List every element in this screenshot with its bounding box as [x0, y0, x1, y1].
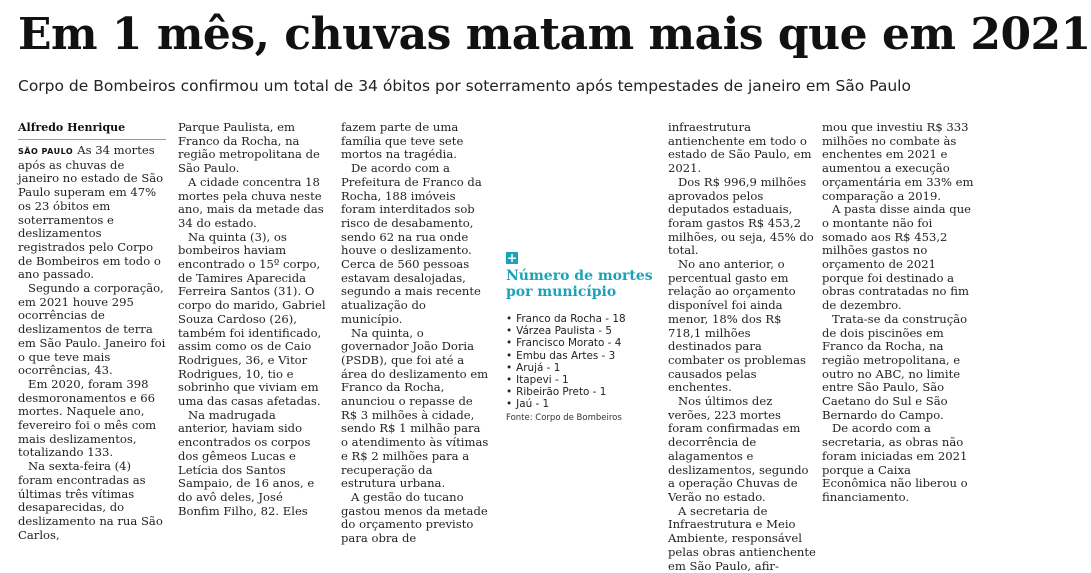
byline: Alfredo Henrique: [18, 121, 166, 140]
article-column-1: [18, 121, 166, 542]
city-death-item: [506, 374, 656, 386]
article-paragraph: Segundo a corporação, em 2021 houve 295 ocorrências de deslizamentos de terra em São Paulo. Janeiro foi o que teve mais ocorrências, 43.: [18, 281, 166, 378]
article-paragraph: Na quinta (3), os bombeiros haviam encontrado o 15º corpo, de Tamires Aparecida Ferreira Santos (31). O corpo do marido, Gabriel Souza Cardoso (26), também foi identificado, assim como os de Caio Rodrigues, 36, e Vitor Rodrigues, 10, tio e sobrinho que viviam em uma das casas afetadas.: [178, 229, 326, 409]
city-death-label: Várzea Paulista - 5: [516, 325, 612, 338]
city-death-label: Ribeirão Preto - 1: [516, 386, 607, 399]
article-paragraph: Parque Paulista, em Franco da Rocha, na região metropolitana de São Paulo.: [178, 120, 320, 176]
article-paragraph: Na sexta-feira (4) foram encontradas as últimas três vítimas desaparecidas, do deslizamento na rua São Carlos,: [18, 459, 163, 542]
article-paragraph: A pasta disse ainda que o montante não foi somado aos R$ 453,2 milhões gastos no orçamento de 2021 porque foi destinado a obras contratadas no fim de dezembro.: [822, 202, 972, 313]
city-death-list: [506, 313, 656, 411]
city-death-label: Embu das Artes - 3: [516, 349, 616, 362]
article-paragraph: Na quinta, o governador João Doria (PSDB), que foi até a área do deslizamento em Franco da Rocha, anunciou o repasse de R$ 3 milhões à cidade, sendo R$ 1 milhão para o atendimento às vítimas e R$ 2 milhões para a recuperação da estrutura urbana.: [341, 325, 489, 491]
article-paragraph: infraestrutura antienchente em todo o estado de São Paulo, em 2021.: [668, 120, 812, 176]
article-paragraph: Nos últimos dez verões, 223 mortes foram confirmadas em decorrência de alagamentos e deslizamentos, segundo a operação Chuvas de Verão no estado.: [668, 394, 809, 504]
city-death-label: Jaú - 1: [516, 398, 550, 411]
article-paragraph: Na madrugada anterior, haviam sido encontrados os corpos dos gêmeos Lucas e Letícia dos Santos Sampaio, de 16 anos, e do avô deles, José Bonfim Filho, 82. Eles: [178, 407, 315, 518]
city-death-item: [506, 313, 656, 325]
plus-icon: +: [506, 251, 518, 265]
article-column-2: [178, 120, 326, 518]
bullet-icon: •: [506, 337, 513, 350]
bullet-icon: •: [506, 349, 513, 362]
article-paragraph: SÃO PAULO As 34 mortes após as chuvas de janeiro no estado de São Paulo superam em 47% os 23 óbitos em soterramentos e deslizamentos registrados pelo Corpo de Bombeiros em todo o ano passado.: [18, 143, 164, 282]
article-paragraph: fazem parte de uma família que teve sete mortos na tragédia.: [341, 120, 464, 162]
bullet-icon: •: [506, 325, 513, 338]
article-paragraph: Dos R$ 996,9 milhões aprovados pelos deputados estaduais, foram gastos R$ 453,2 milhões, ou seja, 45% do total.: [668, 174, 814, 258]
article-paragraph: A secretaria de Infraestrutura e Meio Ambiente, responsável pelas obras antienchente em São Paulo, afir-: [668, 503, 816, 573]
deaths-by-city-box: [506, 252, 656, 438]
sidebar-title: Número de mortes por município: [506, 268, 653, 300]
article-column-3: [341, 120, 489, 546]
dateline: SÃO PAULO: [18, 147, 74, 156]
article-paragraph: Em 2020, foram 398 desmoronamentos e 66 mortes. Naquele ano, fevereiro foi o mês com mais deslizamentos, totalizando 133.: [18, 376, 157, 460]
article-paragraph: De acordo com a secretaria, as obras não foram iniciadas em 2021 porque a Caixa Econômica não liberou o financiamento.: [822, 421, 968, 504]
article-paragraph: A cidade concentra 18 mortes pela chuva neste ano, mais da metade das 34 do estado.: [178, 174, 324, 230]
city-death-label: Itapevi - 1: [516, 374, 569, 387]
source-note: Fonte: Corpo de Bombeiros: [506, 412, 622, 423]
city-death-item: [506, 325, 656, 337]
bullet-icon: •: [506, 386, 513, 399]
city-death-item: [506, 398, 656, 410]
city-death-item: [506, 386, 656, 398]
city-death-label: Franco da Rocha - 18: [516, 313, 626, 325]
article-paragraph: No ano anterior, o percentual gasto em relação ao orçamento disponível foi ainda menor, 18% dos R$ 718,1 milhões destinados para combater os problemas causados pelas enchentes.: [668, 257, 806, 395]
city-death-item: [506, 350, 656, 362]
subheadline: Corpo de Bombeiros confirmou um total de 34 óbitos por soterramento após tempestades de janeiro em São Paulo: [18, 77, 911, 95]
city-death-item: [506, 337, 656, 349]
article-paragraph: Trata-se da construção de dois piscinões em Franco da Rocha, na região metropolitana, e outro no ABC, no limite entre São Paulo, São Caetano do Sul e São Bernardo do Campo.: [822, 311, 968, 422]
article-column-6: [822, 120, 974, 504]
article-paragraph: mou que investiu R$ 333 milhões no combate às enchentes em 2021 e aumentou a execução orçamentária em 33% em comparação a 2019.: [822, 120, 974, 203]
city-death-item: [506, 362, 656, 374]
bullet-icon: •: [506, 313, 513, 325]
bullet-icon: •: [506, 374, 513, 387]
bullet-icon: •: [506, 398, 513, 411]
article-paragraph: De acordo com a Prefeitura de Franco da Rocha, 188 imóveis foram interditados sob risco de desabamento, sendo 62 na rua onde houve o deslizamento. Cerca de 560 pessoas estavam desalojadas, segundo a mais recente atualização do município.: [341, 161, 482, 326]
city-death-label: Francisco Morato - 4: [516, 337, 622, 350]
bullet-icon: •: [506, 361, 513, 374]
article-paragraph: A gestão do tucano gastou menos da metade do orçamento previsto para obra de: [341, 489, 488, 546]
city-death-label: Arujá - 1: [516, 361, 561, 374]
article-column-5: [668, 120, 816, 573]
headline: Em 1 mês, chuvas matam mais que em 2021: [18, 9, 1091, 60]
